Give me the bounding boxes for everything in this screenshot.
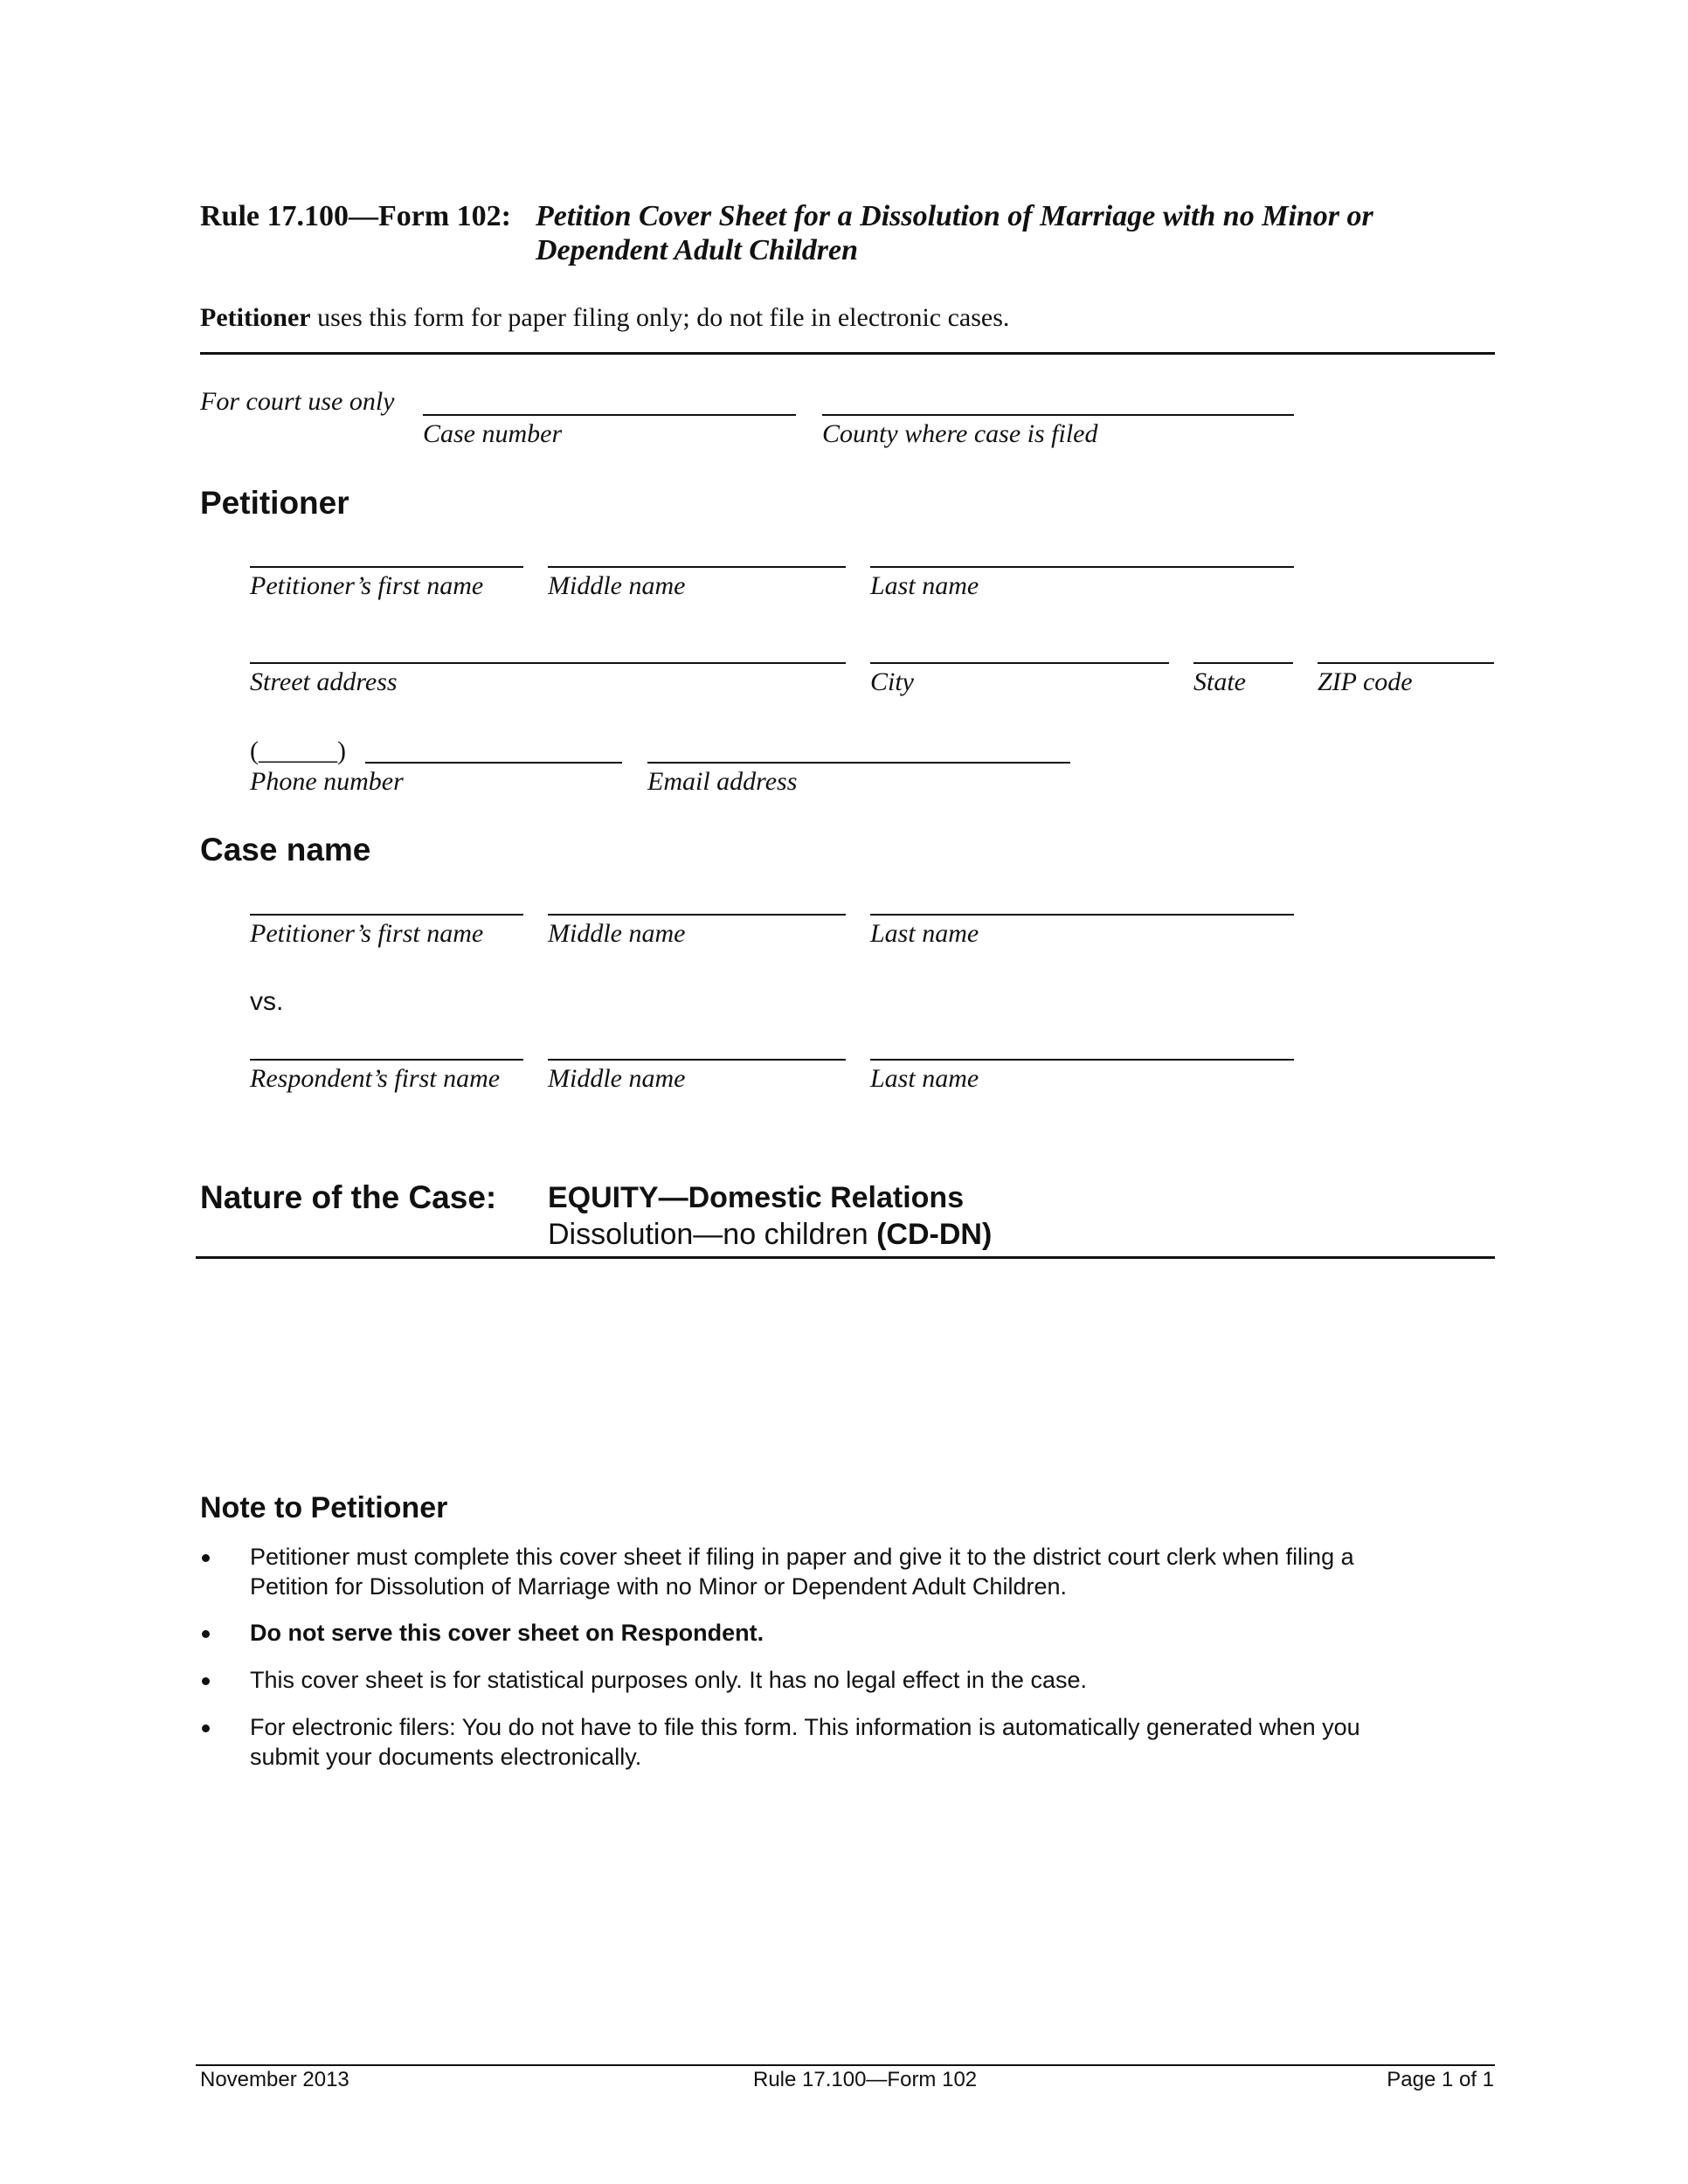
- footer-form: Rule 17.100—Form 102: [753, 2068, 978, 2091]
- case-petitioner-first-name-field[interactable]: [250, 914, 523, 916]
- intro-rest: uses this form for paper filing only; do not file in electronic cases.: [310, 303, 1010, 332]
- form-title-line2: Dependent Adult Children: [536, 234, 859, 266]
- petitioner-middle-name-field[interactable]: [548, 566, 846, 568]
- case-name-heading: Case name: [200, 832, 371, 867]
- phone-area-code-field[interactable]: (______): [250, 736, 346, 765]
- respondent-middle-name-caption: Middle name: [548, 1064, 686, 1093]
- court-use-label: For court use only: [200, 387, 395, 416]
- city-field[interactable]: [870, 662, 1169, 664]
- case-petitioner-last-name-caption: Last name: [870, 919, 979, 948]
- state-field[interactable]: [1193, 662, 1293, 664]
- nature-type-line: [548, 1218, 992, 1252]
- case-number-field[interactable]: [423, 414, 796, 416]
- petitioner-last-name-field[interactable]: [870, 566, 1294, 568]
- nature-divider: [196, 1256, 1495, 1259]
- case-petitioner-last-name-field[interactable]: [870, 914, 1294, 916]
- nature-code: (CD-DN): [876, 1218, 993, 1251]
- header-divider: [200, 352, 1495, 355]
- street-address-field[interactable]: [250, 662, 846, 664]
- note-heading: Note to Petitioner: [200, 1491, 448, 1524]
- email-caption: Email address: [647, 767, 798, 796]
- county-field[interactable]: [822, 414, 1294, 416]
- respondent-middle-name-field[interactable]: [548, 1059, 846, 1061]
- case-petitioner-middle-name-caption: Middle name: [548, 919, 686, 948]
- nature-type: Dissolution—no children: [548, 1218, 877, 1251]
- street-address-caption: Street address: [250, 667, 398, 696]
- petitioner-last-name-caption: Last name: [870, 571, 979, 600]
- note-bullet: [202, 1724, 210, 1732]
- note-item-3: This cover sheet is for statistical purposes only. It has no legal effect in the case.: [250, 1667, 1087, 1693]
- intro-bold: Petitioner: [200, 303, 311, 332]
- note-bullet: [202, 1554, 210, 1562]
- case-petitioner-middle-name-field[interactable]: [548, 914, 846, 916]
- phone-number-field[interactable]: [365, 762, 622, 764]
- respondent-first-name-field[interactable]: [250, 1059, 523, 1061]
- respondent-last-name-field[interactable]: [870, 1059, 1294, 1061]
- case-petitioner-first-name-caption: Petitioner’s first name: [250, 919, 484, 948]
- intro-text: [200, 303, 1009, 333]
- note-item-4-line1: For electronic filers: You do not have to file this form. This information is automatically generated when you: [250, 1714, 1360, 1740]
- rule-label: Rule 17.100—Form 102:: [200, 200, 512, 232]
- zip-caption: ZIP code: [1318, 667, 1413, 696]
- footer-date: November 2013: [200, 2068, 349, 2091]
- footer-divider: [196, 2064, 1495, 2066]
- petitioner-middle-name-caption: Middle name: [548, 571, 686, 600]
- versus-label: vs.: [250, 987, 284, 1016]
- note-bullet: [202, 1677, 210, 1685]
- petitioner-first-name-caption: Petitioner’s first name: [250, 571, 484, 600]
- respondent-first-name-caption: Respondent’s first name: [250, 1064, 501, 1093]
- nature-label: Nature of the Case:: [200, 1179, 497, 1215]
- note-item-1-line2: Petition for Dissolution of Marriage with no Minor or Dependent Adult Children.: [250, 1573, 1067, 1600]
- note-item-4-line2: submit your documents electronically.: [250, 1744, 642, 1770]
- county-caption: County where case is filed: [822, 419, 1098, 448]
- respondent-last-name-caption: Last name: [870, 1064, 979, 1093]
- case-number-caption: Case number: [423, 419, 563, 448]
- note-item-1-line1: Petitioner must complete this cover sheet if filing in paper and give it to the district court clerk when filing a: [250, 1544, 1354, 1570]
- nature-category: EQUITY—Domestic Relations: [548, 1181, 965, 1214]
- petitioner-heading: Petitioner: [200, 485, 349, 521]
- note-item-2: Do not serve this cover sheet on Respondent.: [250, 1620, 764, 1646]
- zip-field[interactable]: [1318, 662, 1494, 664]
- phone-caption: Phone number: [250, 767, 404, 796]
- note-bullet: [202, 1630, 210, 1638]
- state-caption: State: [1193, 667, 1246, 696]
- form-title-line1: Petition Cover Sheet for a Dissolution of Marriage with no Minor or: [536, 200, 1373, 232]
- footer-page: Page 1 of 1: [1387, 2068, 1494, 2091]
- petitioner-first-name-field[interactable]: [250, 566, 523, 568]
- email-field[interactable]: [647, 762, 1070, 764]
- city-caption: City: [870, 667, 914, 696]
